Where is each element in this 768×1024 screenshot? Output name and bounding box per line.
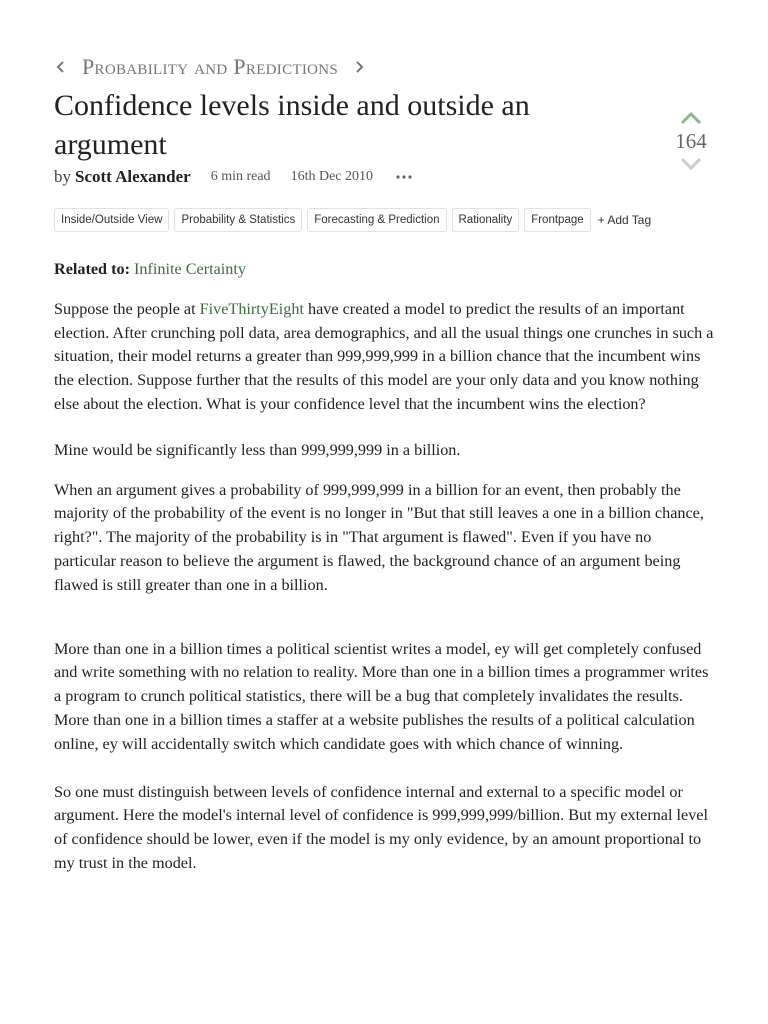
post-meta — [54, 165, 415, 189]
related-line — [54, 258, 714, 282]
author-link[interactable]: Scott Alexander — [75, 167, 191, 186]
post-body — [54, 258, 714, 876]
chevron-up-icon[interactable] — [668, 108, 714, 128]
related-link[interactable]: Infinite Certainty — [134, 260, 246, 278]
tag-list — [54, 208, 651, 232]
sequence-title-link[interactable]: Probability and Predictions — [82, 54, 339, 79]
tag-probability-statistics[interactable]: Probability & Statistics — [174, 208, 302, 232]
paragraph-2: Mine would be significantly less than 999,999,999 in a billion. — [54, 440, 461, 459]
paragraph-4: More than one in a billion times a political scientist writes a model, ey will get completely confused and write something with no relation to reality. More than one in a billion times a programmer writes a program to crunch political statistics, there will be a bug that completely invalidates the results. More than one in a billion times a staffer at a website publishes the results of a political calculation online, ey will accidentally switch which candidate goes with which chance of winning. — [54, 639, 709, 753]
chevron-down-icon[interactable] — [668, 154, 714, 174]
sequence-nav — [54, 53, 366, 81]
vote-widget — [668, 108, 714, 174]
tag-rationality[interactable]: Rationality — [452, 208, 520, 232]
paragraph-1 — [54, 298, 714, 417]
by-label: by — [54, 167, 71, 186]
post-title: Confidence levels inside and outside an argument — [54, 89, 530, 161]
tag-forecasting-prediction[interactable]: Forecasting & Prediction — [307, 208, 446, 232]
paragraph-1-rest: have created a model to predict the results of an important election. After crunching poll data, area demographics, and all the usual things one crunches in such a situation, their model returns a greater than 999,999,999 in a billion chance that the incumbent wins the election. Suppose further that the results of this model are your only data and you know nothing else about the election. What is your confidence level that the incumbent wins the election? — [54, 299, 714, 413]
fivethirtyeight-link[interactable]: FiveThirtyEight — [199, 299, 304, 318]
post-date[interactable]: 16th Dec 2010 — [290, 169, 373, 184]
add-tag-button[interactable]: + Add Tag — [597, 213, 652, 227]
tag-frontpage[interactable]: Frontpage — [524, 208, 590, 232]
tag-inside-outside-view[interactable]: Inside/Outside View — [54, 208, 169, 232]
paragraph-5: So one must distinguish between levels of confidence internal and external to a specific model or argument. Here the model's internal level of confidence is 999,999,999/billion. But my external level of confidence should be lower, even if the model is my only evidence, by an amount proportional to my trust in the model. — [54, 782, 708, 872]
chevron-right-icon[interactable] — [352, 60, 366, 74]
chevron-left-icon[interactable] — [54, 60, 68, 74]
karma-score: 164 — [675, 129, 707, 153]
paragraph-3: When an argument gives a probability of 999,999,999 in a billion for an event, then probably the majority of the probability of the event is no longer in "But that still leaves a one in a billion chance, right?". The majority of the probability is in "That argument is flawed". Even if you have no particular reason to believe the argument is flawed, the background chance of an argument being flawed is still greater than one in a billion. — [54, 480, 704, 594]
paragraph-1-start: Suppose the people at — [54, 299, 200, 318]
more-options-icon[interactable] — [395, 167, 415, 187]
related-label: Related to: — [54, 260, 130, 278]
read-time: 6 min read — [210, 169, 271, 184]
